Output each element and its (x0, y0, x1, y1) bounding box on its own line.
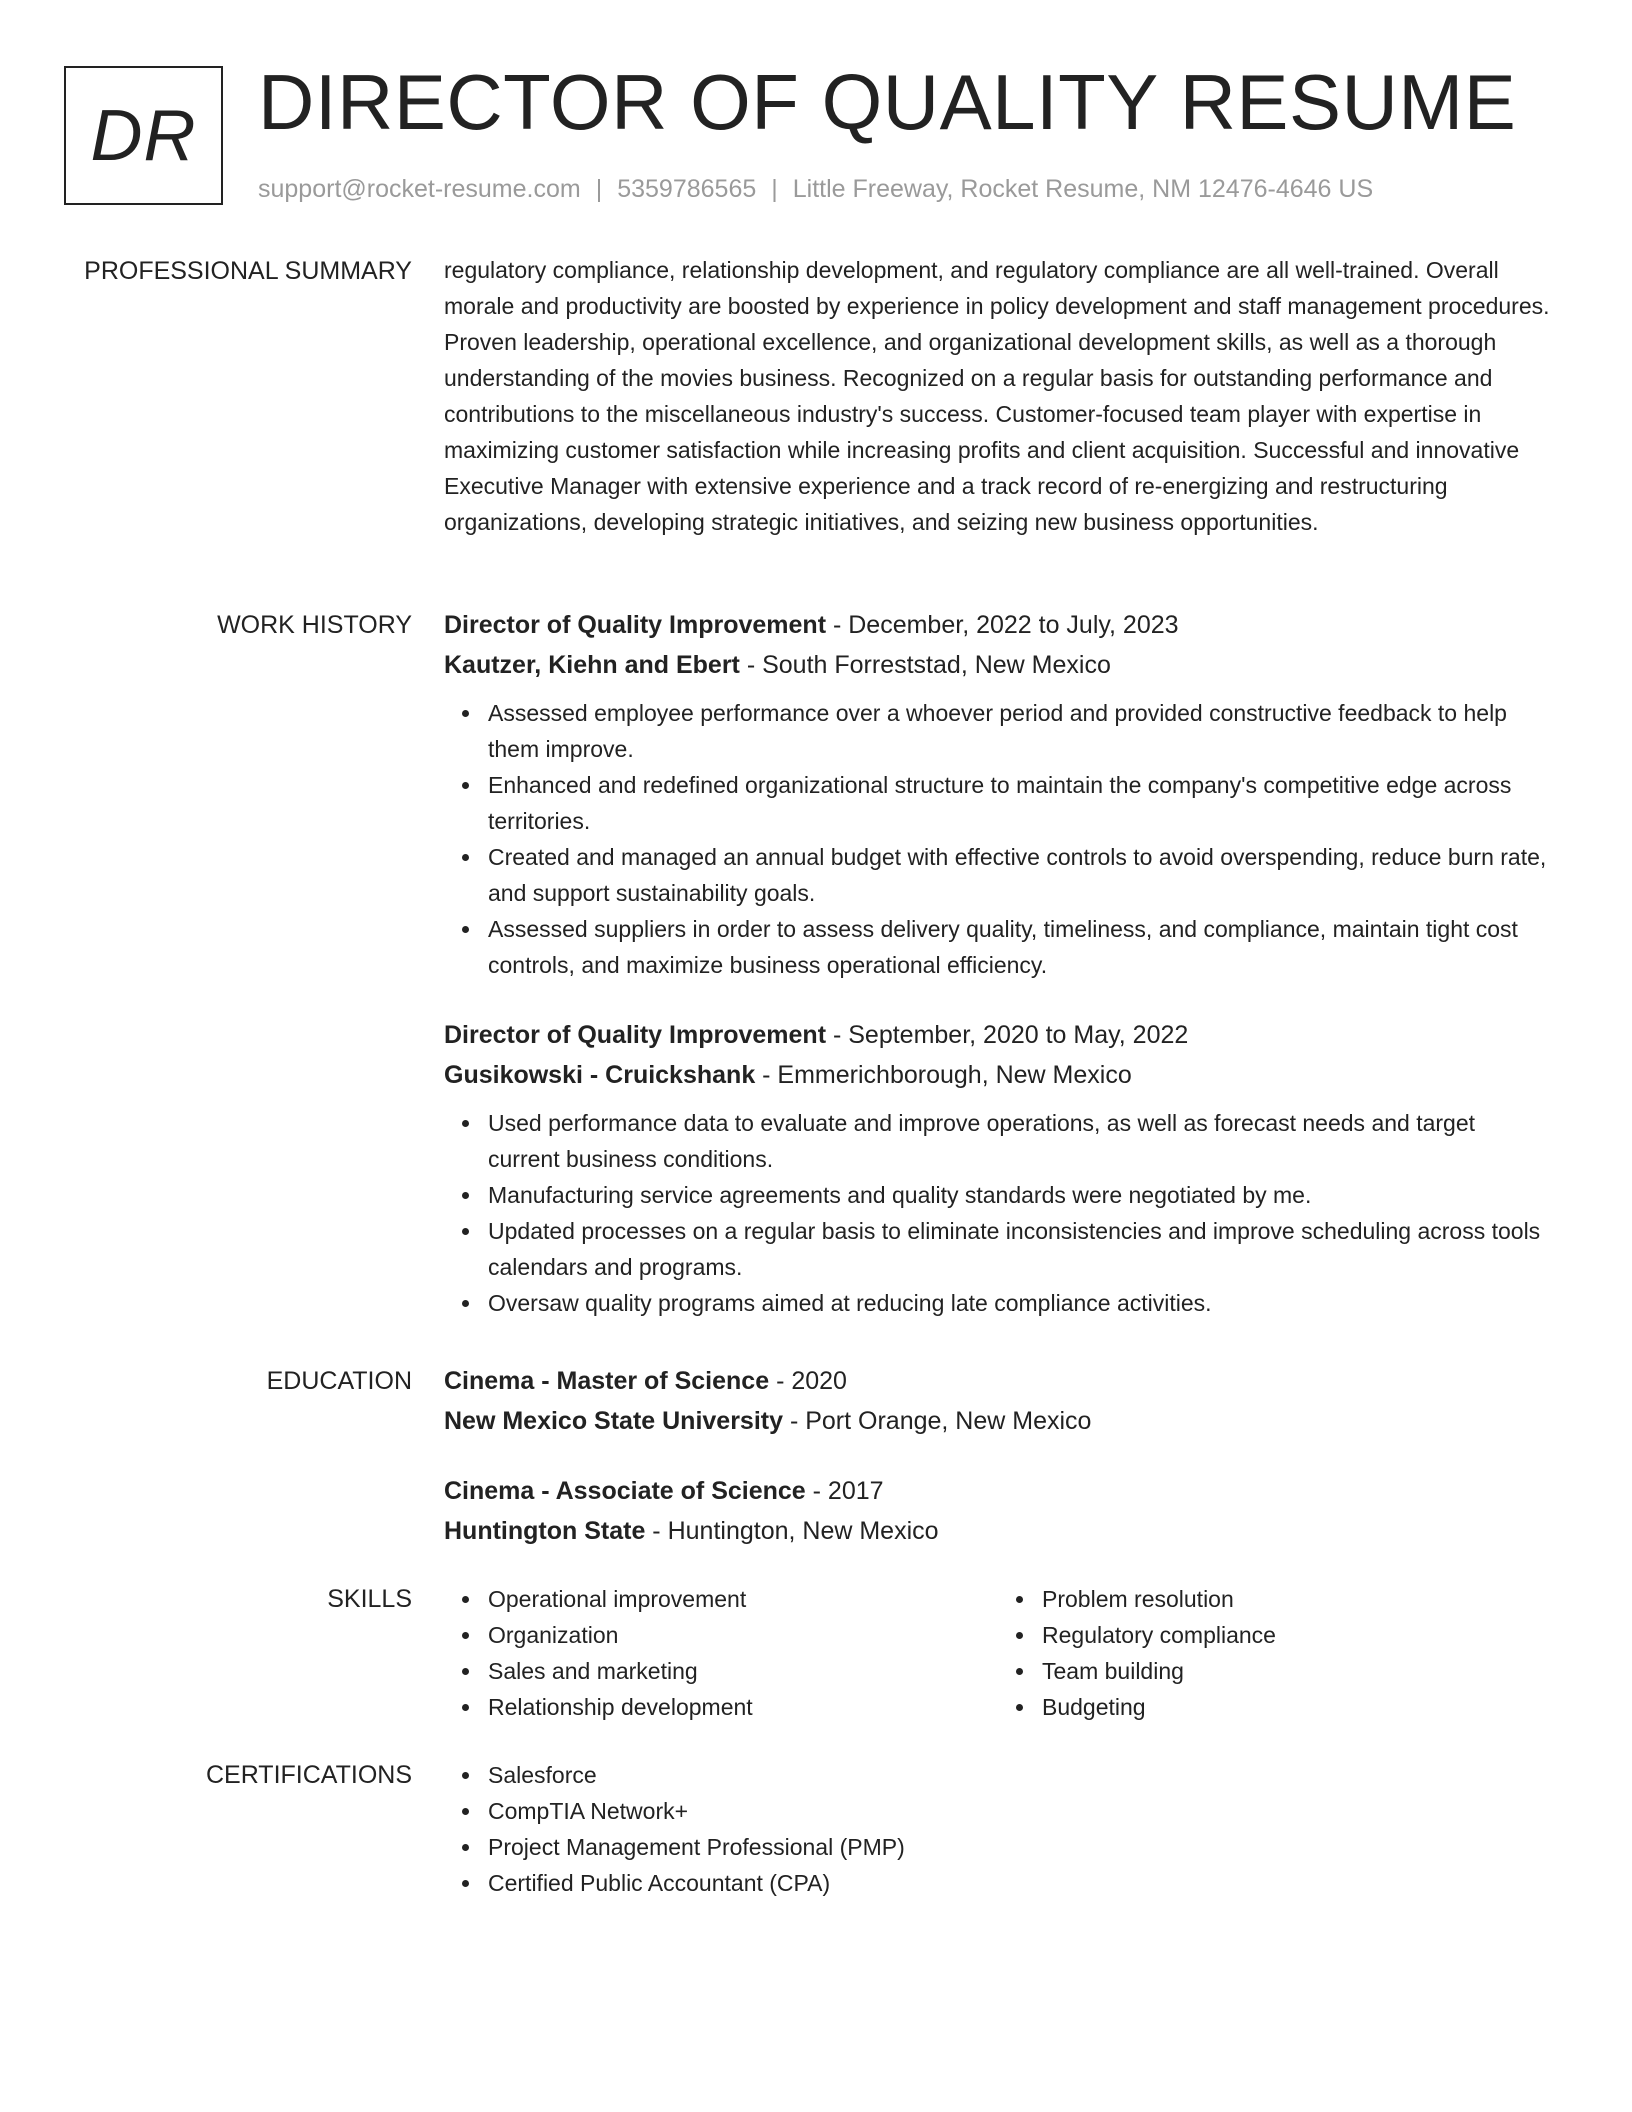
job-title-line (444, 605, 1552, 645)
degree-line (444, 1361, 1552, 1401)
job-entry (444, 1015, 1552, 1321)
skill-item: Budgeting (1042, 1689, 1552, 1725)
skill-item: Organization (488, 1617, 998, 1653)
school-location: - Port Orange, New Mexico (783, 1407, 1092, 1435)
school-line (444, 1511, 1552, 1551)
job-duty: Oversaw quality programs aimed at reducing late compliance activities. (488, 1285, 1552, 1321)
degree: Cinema - Associate of Science (444, 1477, 806, 1505)
contact-separator: | (771, 175, 778, 203)
monogram-initials: DR (90, 95, 197, 176)
skills-body (444, 1581, 1552, 1725)
contact-separator: | (595, 175, 603, 203)
school: New Mexico State University (444, 1407, 784, 1435)
education-body (444, 1361, 1552, 1551)
contact-email: support@rocket-resume.com (258, 175, 581, 203)
certifications-body (444, 1757, 1552, 1901)
school: Huntington State (444, 1517, 646, 1545)
job-company: Gusikowski - Cruickshank (444, 1061, 756, 1089)
resume-title: DIRECTOR OF QUALITY RESUME (258, 58, 1517, 146)
degree-line (444, 1471, 1552, 1511)
section-label-summary: PROFESSIONAL SUMMARY (84, 257, 412, 285)
job-duty: Created and managed an annual budget with effective controls to avoid overspending, reduce burn rate, and support sustainability goals. (488, 839, 1552, 911)
certifications-list (444, 1757, 1552, 1901)
monogram-badge (64, 66, 223, 205)
degree-year: - 2020 (769, 1367, 847, 1395)
job-dates: - September, 2020 to May, 2022 (826, 1021, 1189, 1049)
section-label-skills: SKILLS (327, 1585, 412, 1613)
work-history-body (444, 605, 1552, 1321)
skill-item: Relationship development (488, 1689, 998, 1725)
job-duty: Enhanced and redefined organizational structure to maintain the company's competitive edge across territories. (488, 767, 1552, 839)
section-label-certifications: CERTIFICATIONS (205, 1761, 412, 1789)
certification-item: Project Management Professional (PMP) (488, 1829, 1552, 1865)
job-location: - South Forreststad, New Mexico (739, 651, 1111, 679)
degree: Cinema - Master of Science (444, 1367, 770, 1395)
job-title: Director of Quality Improvement (444, 1021, 827, 1049)
degree-year: - 2017 (805, 1477, 884, 1505)
certification-item: Certified Public Accountant (CPA) (488, 1865, 1552, 1901)
job-duties-list (444, 695, 1552, 983)
skills-list-left (444, 1581, 998, 1725)
job-title: Director of Quality Improvement (444, 611, 827, 639)
education-entry (444, 1361, 1552, 1441)
job-company-line (444, 645, 1552, 685)
job-duty: Updated processes on a regular basis to eliminate inconsistencies and improve scheduling across tools calendars and programs. (488, 1213, 1552, 1285)
certification-item: CompTIA Network+ (488, 1793, 1552, 1829)
summary-body (444, 252, 1552, 540)
job-duty: Used performance data to evaluate and improve operations, as well as forecast needs and target current business conditions. (488, 1105, 1552, 1177)
job-dates: - December, 2022 to July, 2023 (826, 611, 1179, 639)
section-label-work-history: WORK HISTORY (217, 611, 412, 639)
skill-item: Sales and marketing (488, 1653, 998, 1689)
job-duty: Manufacturing service agreements and quality standards were negotiated by me. (488, 1177, 1552, 1213)
job-location: - Emmerichborough, New Mexico (755, 1061, 1132, 1089)
school-location: - Huntington, New Mexico (645, 1517, 939, 1545)
skill-item: Regulatory compliance (1042, 1617, 1552, 1653)
summary-text: regulatory compliance, relationship development, and regulatory compliance are all well-trained. Overall morale and productivity are boosted by experience in policy development and staff management procedures. Proven leadership, operational excellence, and organizational development skills, as well as a thorough understanding of the movies business. Recognized on a regular basis for outstanding performance and contributions to the miscellaneous industry's success. Customer-focused team player with expertise in maximizing customer satisfaction while increasing profits and client acquisition. Successful and innovative Executive Manager with extensive experience and a track record of re-energizing and restructuring organizations, developing strategic initiatives, and seizing new business opportunities. (444, 257, 1550, 535)
skill-item: Problem resolution (1042, 1581, 1552, 1617)
section-label-education: EDUCATION (266, 1367, 412, 1395)
job-title-line (444, 1015, 1552, 1055)
skills-list-right (998, 1581, 1552, 1725)
school-line (444, 1401, 1552, 1441)
skill-item: Team building (1042, 1653, 1552, 1689)
contact-line (258, 174, 1373, 204)
job-duty: Assessed suppliers in order to assess delivery quality, timeliness, and compliance, maintain tight cost controls, and maximize business operational efficiency. (488, 911, 1552, 983)
skill-item: Operational improvement (488, 1581, 998, 1617)
contact-phone: 5359786565 (617, 175, 757, 203)
job-entry (444, 605, 1552, 983)
job-company-line (444, 1055, 1552, 1095)
skills-columns (444, 1581, 1552, 1725)
contact-address: Little Freeway, Rocket Resume, NM 12476-4646 US (792, 175, 1374, 203)
job-duty: Assessed employee performance over a whoever period and provided constructive feedback to help them improve. (488, 695, 1552, 767)
education-entry (444, 1471, 1552, 1551)
job-company: Kautzer, Kiehn and Ebert (444, 651, 740, 679)
certification-item: Salesforce (488, 1757, 1552, 1793)
job-duties-list (444, 1105, 1552, 1321)
